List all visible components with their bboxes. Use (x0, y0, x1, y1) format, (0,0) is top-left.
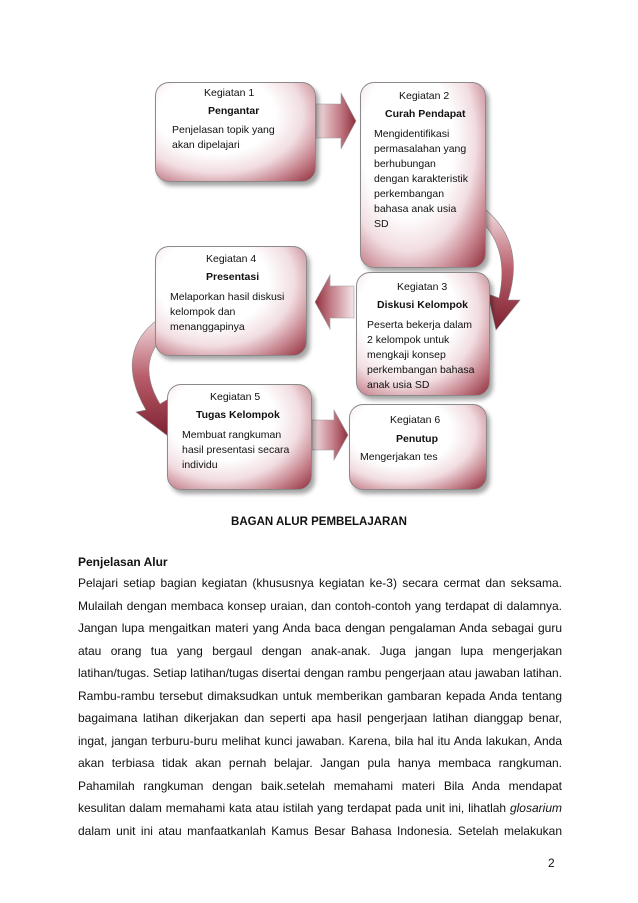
flow-box-kegiatan-6 (349, 404, 487, 490)
paragraph-line: ingat, jangan terburu-buru melihat kunci jawaban. Karena, bila hal itu Anda lakukan, Anda (78, 733, 562, 748)
paragraph-line-glosarium: kesulitan dalam memahami kata atau istilah yang terdapat pada unit ini, lihatlah glosarium (78, 801, 562, 815)
flow-box-kegiatan-4 (155, 246, 307, 356)
kegiatan-3-label: Kegiatan 3 (397, 281, 448, 293)
kegiatan-3-title: Diskusi Kelompok (377, 299, 469, 311)
page-number: 2 (548, 856, 555, 870)
paragraph-line: atau orang tua yang bergaul dengan anak-anak. Juga jangan lupa mengerjakan (78, 643, 562, 658)
kegiatan-5-label: Kegiatan 5 (210, 391, 261, 403)
glosarium-term: glosarium (509, 801, 562, 815)
flow-box-kegiatan-3 (356, 272, 490, 396)
kegiatan-4-label: Kegiatan 4 (206, 253, 257, 265)
paragraph-line: Rambu-rambu tersebut dimaksudkan untuk memberikan gambaran kepada Anda tentang (78, 688, 562, 703)
paragraph-line: latihan/tugas. Setiap latihan/tugas disertai dengan rambu pengerjaan atau jawaban latihan. (78, 666, 562, 680)
paragraph-line: Mulailah dengan membaca konsep uraian, dan contoh-contoh yang terdapat di dalamnya. (78, 598, 562, 613)
paragraph-line: dalam unit ini atau manfaatkanlah Kamus Besar Bahasa Indonesia. Setelah melakukan (78, 823, 562, 838)
kegiatan-5-title: Tugas Kelompok (196, 409, 280, 421)
kegiatan-4-title: Presentasi (206, 271, 260, 283)
section-heading: Penjelasan Alur (78, 555, 168, 569)
kegiatan-2-title: Curah Pendapat (385, 108, 466, 120)
body-paragraph (78, 572, 562, 842)
kegiatan-6-label: Kegiatan 6 (390, 414, 441, 426)
flow-box-kegiatan-1 (155, 82, 316, 182)
diagram-caption: BAGAN ALUR PEMBELAJARAN (231, 516, 407, 528)
kegiatan-6-title: Penutup (396, 433, 438, 445)
paragraph-line: Pahamilah rangkuman dengan baik.setelah memahami materi Bila Anda mendapat (78, 778, 562, 793)
kegiatan-2-label: Kegiatan 2 (399, 90, 450, 102)
kegiatan-1-desc: Penjelasan topik yang akan dipelajari (172, 124, 275, 151)
kegiatan-3-desc: Peserta bekerja dalam 2 kelompok untuk mengkaji konsep perkembangan bahasa anak usia SD (367, 319, 475, 391)
kegiatan-2-desc: Mengidentifikasi permasalahan yang berhubungan dengan karakteristik perkembangan bahasa anak usia SD (374, 128, 468, 230)
arrow-k3-k4 (315, 275, 354, 329)
arrow-k1-k2 (316, 93, 356, 149)
paragraph-line: bagaimana latihan dikerjakan dan seperti apa hasil pengerjaan latihan dianggap benar, (78, 711, 562, 725)
kegiatan-1-title: Pengantar (208, 105, 260, 117)
kegiatan-5-desc: Membuat rangkuman hasil presentasi secara individu (182, 429, 290, 471)
kegiatan-6-desc: Mengerjakan tes (360, 451, 438, 463)
flow-box-kegiatan-2 (360, 82, 486, 268)
kegiatan-1-label: Kegiatan 1 (204, 87, 255, 99)
flow-box-kegiatan-5 (167, 384, 312, 490)
arrow-k5-k6 (312, 410, 348, 460)
paragraph-line: Jangan lupa mengaitkan materi yang Anda baca dengan pengalaman Anda sebagai guru (78, 621, 562, 635)
paragraph-line: akan terbiasa tidak akan pernah belajar. Jangan pula hanya membaca rangkuman. (78, 756, 562, 770)
paragraph-line: Pelajari setiap bagian kegiatan (khususnya kegiatan ke-3) secara cermat dan seksama. (78, 576, 562, 590)
kegiatan-4-desc: Melaporkan hasil diskusi kelompok dan menanggapinya (170, 291, 285, 333)
